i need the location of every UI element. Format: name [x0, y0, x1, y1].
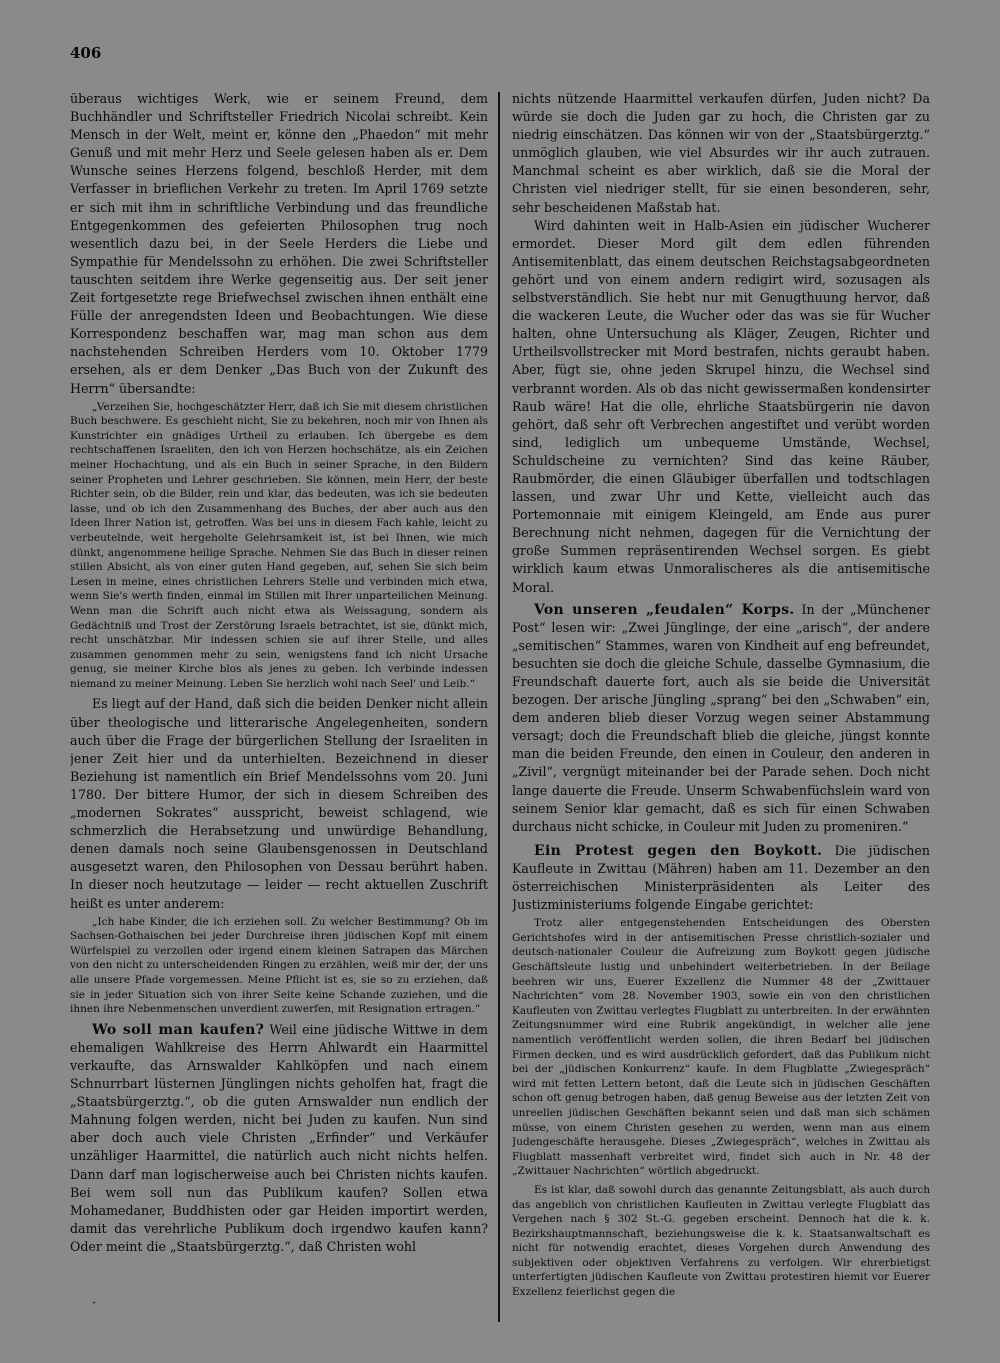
right-quote-eingabe: Trotz aller entgegenstehenden Entscheidungen des Obersten Gerichtshofes wird in der antisemitischen Presse christlich-sozialer und deutsch-nationaler Couleur die Aufreizung zum Boykott gegen jüdische Geschäftsleute lustig und unbehindert weiterbetrieben. In der Beilage beehren wir uns, Euerer Exzellenz die Nummer 48 der „Zwittauer Nachrichten“ vom 28. November 1903, sowie ein von den christlichen Kaufleuten von Zwittau verlegtes Flugblatt zu unterbreiten. In der erwähnten Zeitungsnummer wird eine Rubrik angekündigt, in welcher alle jene namentlich veröffentlicht werden sollen, die ihren Bedarf bei jüdischen Firmen decken, und es wird ausdrücklich gefordert, daß das Publikum nicht bei der „jüdischen Konkurrenz“ kaufe. In dem Flugblatte „Zwiegespräch“ wird mit fetten Lettern betont, daß die Leute sich in jüdischen Geschäften schon oft genug betrogen haben, daß genug Beweise aus der letzten Zeit von unreellen jüdischen Geschäften bekannt seien und daß man sich schämen müsse, von einem Christen gesehen zu werden, wenn man aus einem Judengeschäfte herausgehe. Dieses „Zwiegespräch“, welches in Zwittau als Flugblatt massenhaft verbreitet wird, findet sich auch in Nr. 48 der „Zwittauer Nachrichten“ wörtlich abgedruckt.	[512, 917, 930, 1178]
left-quote-mendelssohn: „Ich habe Kinder, die ich erziehen soll. Zu welcher Bestimmung? Ob im Sachsen-Gothaischen bei jeder Durchreise ihren jüdischen Kopf mit einem Würfelspiel zu verzollen oder irgend einem kleinen Satrapen das Märchen von den nicht zu unterscheidenden Ringen zu erzählen, weiß mir der, der uns alle unsere Pfade vorgemessen. Meine Pflicht ist es, sie so zu erziehen, daß sie in jeder Situation sich von ihrer Seite keine Schande zuziehen, und die ihnen ihre Nebenmenschen unverdient zuwerfen, mit Resignation ertragen.“	[70, 915, 488, 1016]
article-protest-text: Die jüdischen Kaufleute in Zwittau (Mähren) haben am 11. Dezember an den österreichischen Ministerpräsidenten als Leiter des Justizministeriums folgende Eingabe gerichtet:	[512, 842, 930, 913]
left-quote-herder: „Verzeihen Sie, hochgeschätzter Herr, daß ich Sie mit diesem christlichen Buch beschwere. Es geschieht nicht, Sie zu bekehren, noch mir von Ihnen als Kunstrichter ein gnädiges Urtheil zu erlauben. Ich übergebe es dem rechtschaffenen Israeliten, den ich von Herzen hochschätze, als ein Zeichen meiner Hochachtung, und als ein Buch in seiner Sprache, in den Bildern seiner Propheten und Lehrer geschrieben. Sie können, mein Herr, der beste Richter sein, ob die Bilder, rein und klar, das bedeuten, was ich sie bedeuten lasse, und ob ich den Zusammenhang des Buches, der aber auch aus den Ideen Ihrer Nation ist, getroffen. Was bei uns in diesem Fach kahle, leicht zu verbeutelnde, weit hergeholte Gelehrsamkeit ist, ist bei Ihnen, wie mich dünkt, angenommene heilige Sprache. Nehmen Sie das Buch in dieser reinen stillen Absicht, als von einer guten Hand gegeben, auf, sehen Sie sich beim Lesen in meine, eines christlichen Lehrers Stelle und verbinden mich etwa, wenn Sie's werth finden, einmal im Stillen mit Ihrer unparteilichen Meinung. Wenn man die Schrift auch nicht etwa als Weissagung, sondern als Gedächtniß und Trost der Zerstörung Israels betrachtet, ist sie, dünkt mich, recht unschätzbar. Mir indessen schien sie auf ihrer Stelle, und alles zusammen genommen mehr zu sein, wenigstens fand ich nicht Ursache genug, sie meiner Kirche blos als jenes zu geben. Ich verbinde indessen niemand zu meiner Meinung. Leben Sie herzlich wohl nach Seel' und Leib.“	[70, 400, 488, 690]
left-column	[70, 90, 488, 1320]
right-paragraph-2: Wird dahinten weit in Halb-Asien ein jüdischer Wucherer ermordet. Dieser Mord gilt dem edlen führenden Antisemitenblatt, das einem deutschen Reichstagsabgeordneten gehört und von einem andern redigirt wird, sozusagen als selbstverständlich. Sie hebt nur mit Genugthuung hervor, daß die wackeren Leute, die Wucher oder das was sie für Wucher halten, ohne Untersuchung als Kläger, Zeugen, Richter und Urtheilsvollstrecker mit Mord bestrafen, nichts geraubt haben. Aber, fügt sie, ohne jeden Skrupel hinzu, die Wechsel sind verbrannt worden. Als ob das nicht gewissermaßen kondensirter Raub wäre! Hat die olle, ehrliche Staatsbürgerin nie davon gehört, daß sehr oft Verbrechen angestiftet und verübt worden sind, lediglich um unbequeme Umstände, Wechsel, Schuldscheine zu vernichten? Sind das keine Räuber, Raubmörder, die einen Gläubiger überfallen und todtschlagen lassen, und zwar Uhr und Kette, vielleicht auch das Portemonnaie mit einigem Kleingeld, am Ende aus purer Berechnung nicht nehmen, dagegen für die Vernichtung der große Summen repräsentirenden Wechsel sorgen. Es giebt wirklich kaum etwas Unmoralischeres als die antisemitische Moral.	[512, 217, 930, 595]
right-article-korps	[512, 601, 930, 836]
right-paragraph-1: nichts nützende Haarmittel verkaufen dürfen, Juden nicht? Da würde sie doch die Juden gar zu hoch, die Christen gar zu niedrig einschätzen. Das können wir von der „Staatsbürgerztg.“ unmöglich glauben, wie viel Absurdes wir ihr auch zutrauen. Manchmal scheint es aber wirklich, daß sie die Moral der Christen viel niedriger stellt, für sie einen besonderen, sehr, sehr bescheidenen Maßstab hat.	[512, 91, 930, 215]
article-korps-text: In der „Münchener Post“ lesen wir: „Zwei Jünglinge, der eine „arisch“, der andere „semitischen“ Stammes, waren von Kindheit auf eng befreundet, besuchten sie doch die gleiche Schule, dasselbe Gymnasium, die Freundschaft dauerte fort, auch als sie beide die Universität bezogen. Der arische Jüngling „sprang“ bei den „Schwaben“ ein, dem anderen blieb dieser Vorzug wegen seiner Abstammung versagt; doch die Freundschaft blieb die gleiche, jüngst konnte man die beiden Freunde, den einen in Couleur, den anderen in „Zivil“, vergnügt miteinander bei der Parade sehen. Doch nicht lange dauerte die Freude. Unserm Schwabenfüchslein ward von seinem Senior klar gemacht, daß es sich für einen Schwaben durchaus nicht schicke, in Couleur mit Juden zu promeniren.“	[512, 601, 930, 834]
heading-wo-soll-man-kaufen: Wo soll man kaufen?	[92, 1021, 265, 1038]
left-article-kaufen	[70, 1021, 488, 1256]
left-paragraph-1: überaus wichtiges Werk, wie er seinem Freund, dem Buchhändler und Schriftsteller Friedrich Nicolai schreibt. Kein Mensch in der Welt, meint er, könne den „Phaedon“ mit mehr Genuß und mit mehr Herz und Seele gelesen haben als er. Dem Wunsche seines Herzens folgend, beschloß Herder, mit dem Verfasser in brieflichen Verkehr zu treten. Im April 1769 setzte er sich mit ihm in schriftliche Verbindung und das freundliche Entgegenkommen des gefeierten Philosophen trug noch wesentlich dazu bei, in der Seele Herders die Liebe und Sympathie für Mendelssohn zu erhöhen. Die zwei Schriftsteller tauschten seitdem ihre Werke gegenseitig aus. Der seit jener Zeit fortgesetzte rege Briefwechsel zwischen ihnen enthält eine Fülle der anregendsten Ideen und Beobachtungen. Wie diese Korrespondenz beschaffen war, mag man schon aus dem nachstehenden Schreiben Herders vom 10. Oktober 1779 ersehen, als er dem Denker „Das Buch von der Zukunft des Herrn“ übersandte:	[70, 91, 488, 396]
column-divider	[498, 92, 500, 1322]
heading-feudalen-korps: Von unseren „feudalen“ Korps.	[534, 601, 795, 618]
page-number: 406	[70, 44, 102, 62]
heading-protest-boykott: Ein Protest gegen den Boykott.	[534, 842, 823, 859]
left-paragraph-2: Es liegt auf der Hand, daß sich die beiden Denker nicht allein über theologische und litterarische Angelegenheiten, sondern auch über die Frage der bürgerlichen Stellung der Israeliten in jener Zeit hier und da unterhielten. Bezeichnend in dieser Beziehung ist namentlich ein Brief Mendelssohns vom 20. Juni 1780. Der bittere Humor, der sich in diesem Schreiben des „modernen Sokrates“ ausspricht, beweist schlagend, wie schmerzlich die Herabsetzung und unwürdige Behandlung, denen damals noch seine Glaubensgenossen in Deutschland ausgesetzt waren, den Philosophen von Dessau berührt haben. In dieser noch heutzutage — leider — recht aktuellen Zuschrift heißt es unter anderem:	[70, 696, 488, 911]
right-column	[512, 90, 930, 1320]
stray-mark: ·	[92, 1296, 97, 1311]
right-quote-eingabe-2: Es ist klar, daß sowohl durch das genannte Zeitungsblatt, als auch durch das angeblich von christlichen Kaufleuten in Zwittau verlegte Flugblatt das Vergehen nach § 302 St.-G. gegeben erscheint. Dennoch hat die k. k. Bezirkshauptmannschaft, beziehungsweise die k. k. Staatsanwaltschaft es nicht für notwendig erachtet, dieses Vorgehen durch Anwendung des subjektiven oder objektiven Verfahrens zu verfolgen. Wir ehrerbietigst unterfertigten jüdischen Kaufleute von Zwittau protestiren hiemit vor Euerer Exzellenz feierlichst gegen die	[512, 1183, 930, 1299]
article-kaufen-text: Weil eine jüdische Wittwe in dem ehemaligen Wahlkreise des Herrn Ahlwardt ein Haarmittel verkaufte, das Arnswalder Kahlköpfen und nach einem Schnurrbart lüsternen Jünglingen nichts geholfen hat, fragt die „Staatsbürgerztg.“, ob die guten Arnswalder nun endlich der Mahnung folgen werden, nicht bei Juden zu kaufen. Nun sind aber doch auch viele Christen „Erfinder“ und Verkäufer unzähliger Haarmittel, die natürlich auch nicht nichts helfen. Dann darf man logischerweise auch bei Christen nichts kaufen. Bei wem soll nun das Publikum kaufen? Sollen etwa Mohamedaner, Buddhisten oder gar Heiden importirt werden, damit das verehrliche Publikum doch irgendwo kaufen kann? Oder meint die „Staatsbürgerztg.“, daß Christen wohl	[70, 1021, 488, 1254]
right-article-protest	[512, 842, 930, 914]
